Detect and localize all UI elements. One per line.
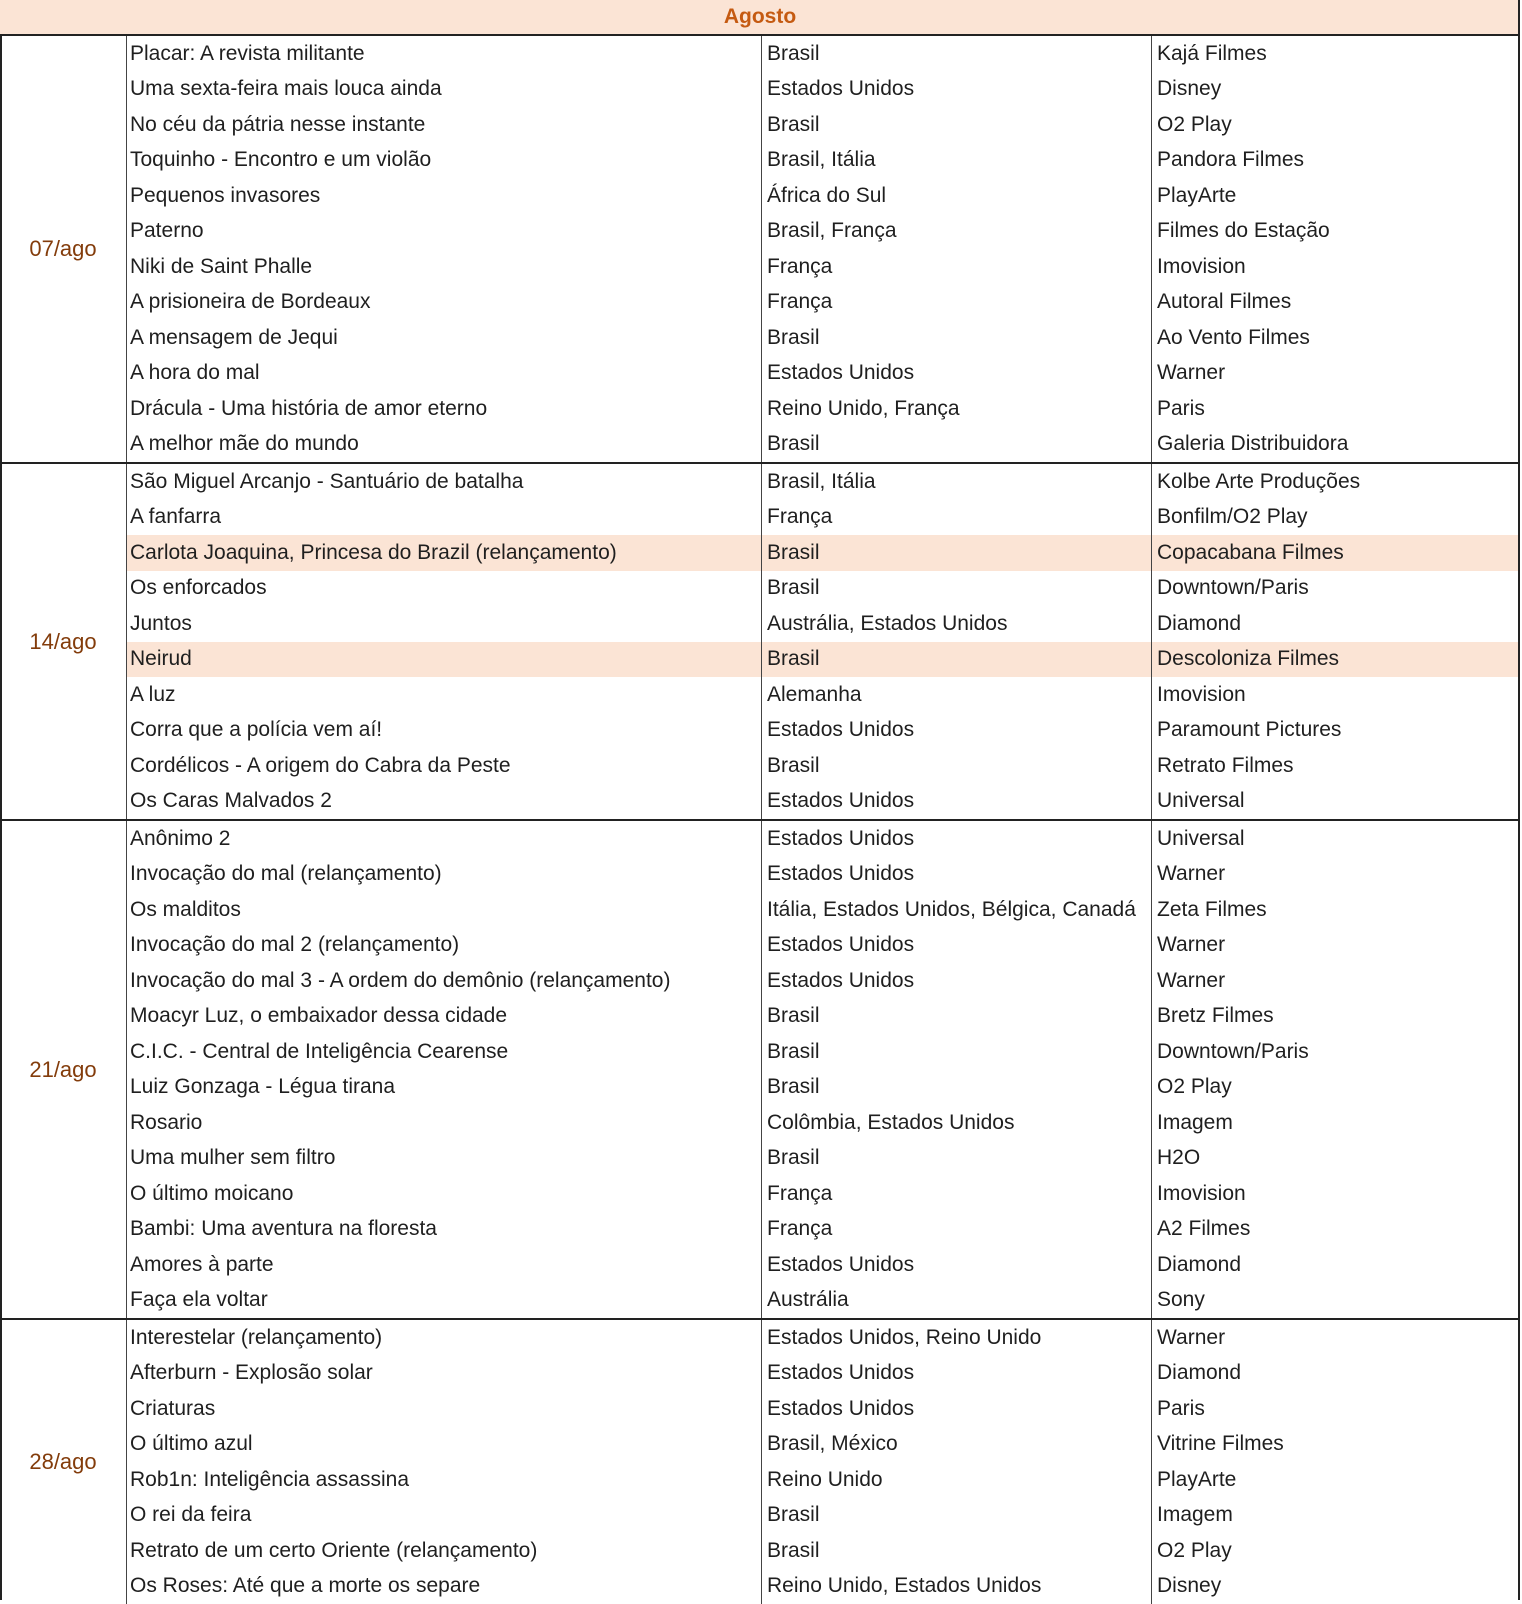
table-row	[127, 427, 1520, 463]
distributor-cell: Imovision	[1152, 249, 1520, 285]
distributor-cell: Sony	[1152, 1283, 1520, 1319]
country-cell: França	[762, 285, 1152, 321]
film-title-cell: Uma sexta-feira mais louca ainda	[127, 72, 762, 108]
distributor-cell: Imagem	[1152, 1498, 1520, 1534]
country-cell: Estados Unidos	[762, 1247, 1152, 1283]
distributor-cell: Descoloniza Filmes	[1152, 642, 1520, 678]
distributor-cell: Bretz Filmes	[1152, 999, 1520, 1035]
country-cell: Alemanha	[762, 677, 1152, 713]
distributor-cell: Filmes do Estação	[1152, 214, 1520, 250]
film-title-cell: Placar: A revista militante	[127, 36, 762, 72]
distributor-cell: Paris	[1152, 1391, 1520, 1427]
country-cell: Estados Unidos	[762, 356, 1152, 392]
country-cell: Itália, Estados Unidos, Bélgica, Canadá	[762, 892, 1152, 928]
country-cell: Estados Unidos	[762, 1356, 1152, 1392]
table-row	[127, 1320, 1520, 1356]
release-table	[0, 36, 1520, 1604]
film-title-cell: Afterburn - Explosão solar	[127, 1356, 762, 1392]
release-week-group	[0, 1320, 1520, 1604]
film-title-cell: São Miguel Arcanjo - Santuário de batalha	[127, 464, 762, 500]
table-row	[127, 143, 1520, 179]
table-row	[127, 285, 1520, 321]
distributor-cell: Pandora Filmes	[1152, 143, 1520, 179]
table-row	[127, 320, 1520, 356]
table-row	[127, 178, 1520, 214]
distributor-cell: Warner	[1152, 356, 1520, 392]
film-title-cell: Invocação do mal (relançamento)	[127, 857, 762, 893]
film-title-cell: C.I.C. - Central de Inteligência Cearense	[127, 1034, 762, 1070]
release-week-group	[0, 464, 1520, 821]
release-rows	[127, 1320, 1520, 1604]
film-title-cell: Corra que a polícia vem aí!	[127, 713, 762, 749]
month-title: Agosto	[724, 5, 796, 29]
release-rows	[127, 464, 1520, 819]
film-title-cell: A luz	[127, 677, 762, 713]
distributor-cell: H2O	[1152, 1141, 1520, 1177]
film-title-cell: A fanfarra	[127, 500, 762, 536]
table-row	[127, 535, 1520, 571]
film-title-cell: Juntos	[127, 606, 762, 642]
table-row	[127, 391, 1520, 427]
distributor-cell: O2 Play	[1152, 1533, 1520, 1569]
country-cell: África do Sul	[762, 178, 1152, 214]
film-title-cell: Niki de Saint Phalle	[127, 249, 762, 285]
film-title-cell: Faça ela voltar	[127, 1283, 762, 1319]
country-cell: Colômbia, Estados Unidos	[762, 1105, 1152, 1141]
table-row	[127, 1569, 1520, 1604]
table-row	[127, 72, 1520, 108]
table-row	[127, 107, 1520, 143]
distributor-cell: Imagem	[1152, 1105, 1520, 1141]
table-row	[127, 464, 1520, 500]
release-date-cell: 07/ago	[0, 36, 127, 462]
distributor-cell: Diamond	[1152, 1247, 1520, 1283]
distributor-cell: O2 Play	[1152, 107, 1520, 143]
country-cell: Brasil	[762, 535, 1152, 571]
film-title-cell: Invocação do mal 3 - A ordem do demônio (relançamento)	[127, 963, 762, 999]
country-cell: Estados Unidos	[762, 963, 1152, 999]
country-cell: Brasil	[762, 427, 1152, 463]
country-cell: Brasil, Itália	[762, 143, 1152, 179]
film-title-cell: Interestelar (relançamento)	[127, 1320, 762, 1356]
table-row	[127, 892, 1520, 928]
distributor-cell: Warner	[1152, 963, 1520, 999]
film-title-cell: Paterno	[127, 214, 762, 250]
country-cell: Austrália, Estados Unidos	[762, 606, 1152, 642]
distributor-cell: PlayArte	[1152, 178, 1520, 214]
distributor-cell: Paris	[1152, 391, 1520, 427]
table-row	[127, 1283, 1520, 1319]
country-cell: Estados Unidos	[762, 1391, 1152, 1427]
country-cell: Brasil	[762, 1070, 1152, 1106]
distributor-cell: Paramount Pictures	[1152, 713, 1520, 749]
country-cell: Brasil	[762, 1034, 1152, 1070]
distributor-cell: Warner	[1152, 1320, 1520, 1356]
release-date-cell: 28/ago	[0, 1320, 127, 1604]
distributor-cell: Universal	[1152, 821, 1520, 857]
table-row	[127, 857, 1520, 893]
table-row	[127, 1533, 1520, 1569]
table-row	[127, 928, 1520, 964]
country-cell: Brasil	[762, 320, 1152, 356]
film-title-cell: Anônimo 2	[127, 821, 762, 857]
distributor-cell: Diamond	[1152, 606, 1520, 642]
country-cell: Estados Unidos	[762, 713, 1152, 749]
country-cell: Brasil	[762, 999, 1152, 1035]
distributor-cell: Zeta Filmes	[1152, 892, 1520, 928]
country-cell: Brasil	[762, 1141, 1152, 1177]
distributor-cell: Downtown/Paris	[1152, 571, 1520, 607]
country-cell: França	[762, 500, 1152, 536]
country-cell: Estados Unidos	[762, 928, 1152, 964]
country-cell: Brasil	[762, 748, 1152, 784]
distributor-cell: Galeria Distribuidora	[1152, 427, 1520, 463]
table-row	[127, 1141, 1520, 1177]
table-row	[127, 356, 1520, 392]
country-cell: Reino Unido, França	[762, 391, 1152, 427]
country-cell: Brasil	[762, 642, 1152, 678]
country-cell: Austrália	[762, 1283, 1152, 1319]
table-row	[127, 500, 1520, 536]
country-cell: Brasil	[762, 107, 1152, 143]
table-row	[127, 571, 1520, 607]
film-title-cell: Invocação do mal 2 (relançamento)	[127, 928, 762, 964]
country-cell: Brasil	[762, 1533, 1152, 1569]
country-cell: Brasil, Itália	[762, 464, 1152, 500]
release-week-group	[0, 36, 1520, 464]
table-row	[127, 606, 1520, 642]
distributor-cell: PlayArte	[1152, 1462, 1520, 1498]
release-rows	[127, 36, 1520, 462]
film-title-cell: Uma mulher sem filtro	[127, 1141, 762, 1177]
country-cell: Estados Unidos	[762, 72, 1152, 108]
table-row	[127, 784, 1520, 820]
film-title-cell: Rosario	[127, 1105, 762, 1141]
country-cell: Brasil, França	[762, 214, 1152, 250]
distributor-cell: Disney	[1152, 1569, 1520, 1604]
film-title-cell: Os enforcados	[127, 571, 762, 607]
film-title-cell: Amores à parte	[127, 1247, 762, 1283]
distributor-cell: A2 Filmes	[1152, 1212, 1520, 1248]
distributor-cell: Vitrine Filmes	[1152, 1427, 1520, 1463]
distributor-cell: Kolbe Arte Produções	[1152, 464, 1520, 500]
release-week-group	[0, 821, 1520, 1320]
country-cell: França	[762, 1212, 1152, 1248]
distributor-cell: Ao Vento Filmes	[1152, 320, 1520, 356]
country-cell: França	[762, 1176, 1152, 1212]
table-row	[127, 1034, 1520, 1070]
distributor-cell: Disney	[1152, 72, 1520, 108]
table-row	[127, 999, 1520, 1035]
film-title-cell: Os malditos	[127, 892, 762, 928]
country-cell: Reino Unido, Estados Unidos	[762, 1569, 1152, 1604]
distributor-cell: Imovision	[1152, 677, 1520, 713]
distributor-cell: Bonfilm/O2 Play	[1152, 500, 1520, 536]
film-title-cell: Drácula - Uma história de amor eterno	[127, 391, 762, 427]
table-row	[127, 963, 1520, 999]
table-row	[127, 1356, 1520, 1392]
table-row	[127, 1105, 1520, 1141]
table-row	[127, 642, 1520, 678]
film-title-cell: Moacyr Luz, o embaixador dessa cidade	[127, 999, 762, 1035]
country-cell: Brasil	[762, 1498, 1152, 1534]
table-row	[127, 1212, 1520, 1248]
film-title-cell: Neirud	[127, 642, 762, 678]
distributor-cell: Warner	[1152, 857, 1520, 893]
month-header	[0, 0, 1520, 36]
film-title-cell: Pequenos invasores	[127, 178, 762, 214]
table-row	[127, 713, 1520, 749]
film-title-cell: Rob1n: Inteligência assassina	[127, 1462, 762, 1498]
distributor-cell: Retrato Filmes	[1152, 748, 1520, 784]
release-date-cell: 14/ago	[0, 464, 127, 819]
film-title-cell: Os Roses: Até que a morte os separe	[127, 1569, 762, 1604]
country-cell: França	[762, 249, 1152, 285]
film-title-cell: O último azul	[127, 1427, 762, 1463]
country-cell: Estados Unidos	[762, 857, 1152, 893]
distributor-cell: Kajá Filmes	[1152, 36, 1520, 72]
table-row	[127, 1498, 1520, 1534]
distributor-cell: Downtown/Paris	[1152, 1034, 1520, 1070]
distributor-cell: Imovision	[1152, 1176, 1520, 1212]
country-cell: Estados Unidos	[762, 784, 1152, 820]
country-cell: Estados Unidos	[762, 821, 1152, 857]
table-row	[127, 1462, 1520, 1498]
film-title-cell: Bambi: Uma aventura na floresta	[127, 1212, 762, 1248]
release-rows	[127, 821, 1520, 1318]
table-row	[127, 1176, 1520, 1212]
table-row	[127, 748, 1520, 784]
distributor-cell: Autoral Filmes	[1152, 285, 1520, 321]
distributor-cell: Diamond	[1152, 1356, 1520, 1392]
table-row	[127, 1427, 1520, 1463]
country-cell: Estados Unidos, Reino Unido	[762, 1320, 1152, 1356]
country-cell: Brasil, México	[762, 1427, 1152, 1463]
table-right-border	[1518, 0, 1520, 1600]
distributor-cell: Universal	[1152, 784, 1520, 820]
film-title-cell: Criaturas	[127, 1391, 762, 1427]
table-row	[127, 249, 1520, 285]
film-title-cell: Cordélicos - A origem do Cabra da Peste	[127, 748, 762, 784]
film-title-cell: A hora do mal	[127, 356, 762, 392]
table-row	[127, 1391, 1520, 1427]
country-cell: Brasil	[762, 36, 1152, 72]
table-left-border	[0, 36, 2, 1600]
table-row	[127, 1247, 1520, 1283]
release-date-cell: 21/ago	[0, 821, 127, 1318]
table-row	[127, 214, 1520, 250]
table-row	[127, 821, 1520, 857]
film-title-cell: Toquinho - Encontro e um violão	[127, 143, 762, 179]
country-cell: Brasil	[762, 571, 1152, 607]
film-title-cell: Retrato de um certo Oriente (relançamento)	[127, 1533, 762, 1569]
film-title-cell: Os Caras Malvados 2	[127, 784, 762, 820]
film-title-cell: Luiz Gonzaga - Légua tirana	[127, 1070, 762, 1106]
film-title-cell: No céu da pátria nesse instante	[127, 107, 762, 143]
film-title-cell: O último moicano	[127, 1176, 762, 1212]
distributor-cell: O2 Play	[1152, 1070, 1520, 1106]
film-title-cell: A prisioneira de Bordeaux	[127, 285, 762, 321]
distributor-cell: Copacabana Filmes	[1152, 535, 1520, 571]
film-title-cell: Carlota Joaquina, Princesa do Brazil (relançamento)	[127, 535, 762, 571]
distributor-cell: Warner	[1152, 928, 1520, 964]
table-row	[127, 36, 1520, 72]
table-row	[127, 677, 1520, 713]
film-title-cell: A mensagem de Jequi	[127, 320, 762, 356]
film-title-cell: O rei da feira	[127, 1498, 762, 1534]
country-cell: Reino Unido	[762, 1462, 1152, 1498]
table-row	[127, 1070, 1520, 1106]
film-title-cell: A melhor mãe do mundo	[127, 427, 762, 463]
